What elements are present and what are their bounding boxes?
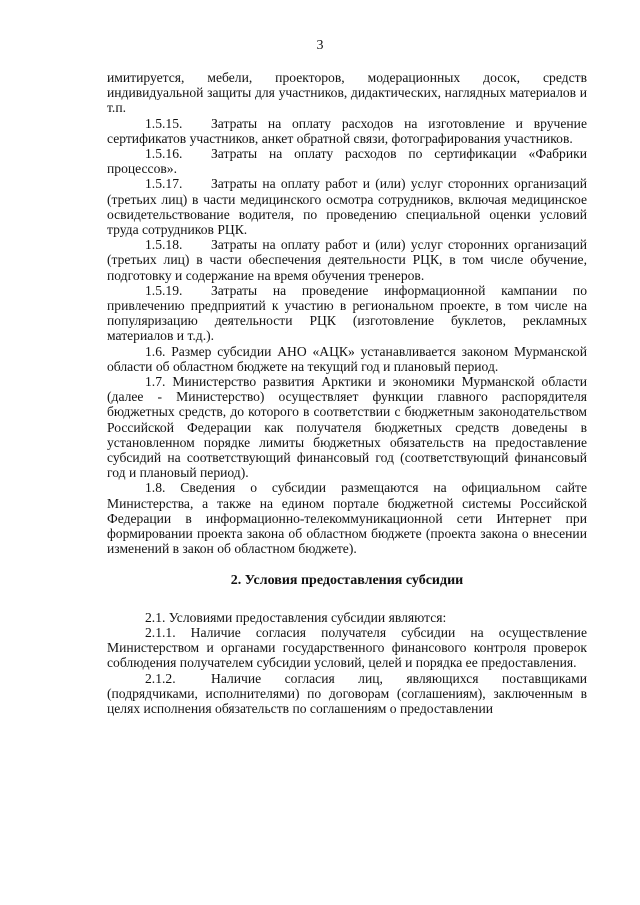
clause-number: 1.5.17.	[145, 176, 183, 192]
clause-text: Затраты на оплату работ и (или) услуг сторонних организаций (третьих лиц) в части обеспечения деятельности РЦК, в том числе обучение, подготовку и содержание на время обучения тренеров.	[107, 237, 587, 283]
clause-text: Затраты на проведение информационной кампании по привлечению предприятий к участию в региональном проекте, в том числе на популяризацию деятельности РЦК (изготовление буклетов, рекламных материалов и т.д.).	[107, 282, 587, 344]
clause-2-1-2	[107, 671, 587, 717]
clause-number: 1.5.18.	[145, 237, 183, 253]
page-number: 3	[316, 38, 324, 53]
clause-text: Затраты на оплату расходов по сертификации «Фабрики процессов».	[107, 146, 587, 177]
clause-2-1: 2.1. Условиями предоставления субсидии являются:	[145, 609, 447, 625]
clause-1-6: 1.6. Размер субсидии АНО «АЦК» устанавливается законом Мурманской области об областном бюджете на текущий год и плановый период.	[107, 343, 587, 374]
clause-text: Затраты на оплату работ и (или) услуг сторонних организаций (третьих лиц) в части медицинского осмотра сотрудников, включая медицинское освидетельствование водителя, по проведению специальной оценки условий труда сотрудников РЦК.	[107, 176, 587, 238]
clause-1-8: 1.8. Сведения о субсидии размещаются на официальном сайте Министерства, а также на едином портале бюджетной системы Российской Федерации в информационно-телекоммуникационной сети Интернет при формировании проекта закона об областном бюджете (проекта закона о внесении изменений в закон об областном бюджете).	[107, 480, 587, 557]
clause-1-5-19	[107, 283, 587, 344]
paragraph-continuation: имитируется, мебели, проекторов, модерационных досок, средств индивидуальной защиты для участников, дидактических, наглядных материалов и т.п.	[107, 70, 587, 116]
clause-1-7: 1.7. Министерство развития Арктики и экономики Мурманской области (далее - Министерство) осуществляет функции главного распорядителя бюджетных средств, до которого в соответствии с бюджетным законодательством Российской Федерации как получателя бюджетных средств доведены в установленном порядке лимиты бюджетных обязательств на предоставление субсидий на соответствующий финансовый год (соответствующий финансовый год и плановый период).	[107, 374, 587, 481]
clause-text: Наличие согласия лиц, являющихся поставщиками (подрядчиками, исполнителями) по договорам (соглашениям), заключенным в целях исполнения обязательств по соглашениям о предоставлении	[107, 670, 587, 716]
section-heading-2: 2. Условия предоставления субсидии	[230, 572, 464, 588]
clause-number: 1.5.16.	[145, 146, 183, 162]
clause-number: 1.5.19.	[145, 282, 183, 298]
clause-number: 2.1.2.	[145, 670, 176, 686]
clause-1-5-18	[107, 237, 587, 283]
clause-2-1-1: 2.1.1. Наличие согласия получателя субсидии на осуществление Министерством и органами государственного финансового контроля проверок соблюдения получателем субсидии условий, целей и порядка ее предоставления.	[107, 624, 587, 671]
clause-text: Затраты на оплату расходов на изготовление и вручение сертификатов участников, анкет обратной связи, фотографирования участников.	[107, 115, 587, 146]
clause-1-5-15	[107, 116, 587, 146]
clause-1-5-17	[107, 176, 587, 237]
document-body	[107, 70, 587, 716]
clause-1-5-16	[107, 146, 587, 176]
clause-number: 1.5.15.	[145, 115, 183, 131]
